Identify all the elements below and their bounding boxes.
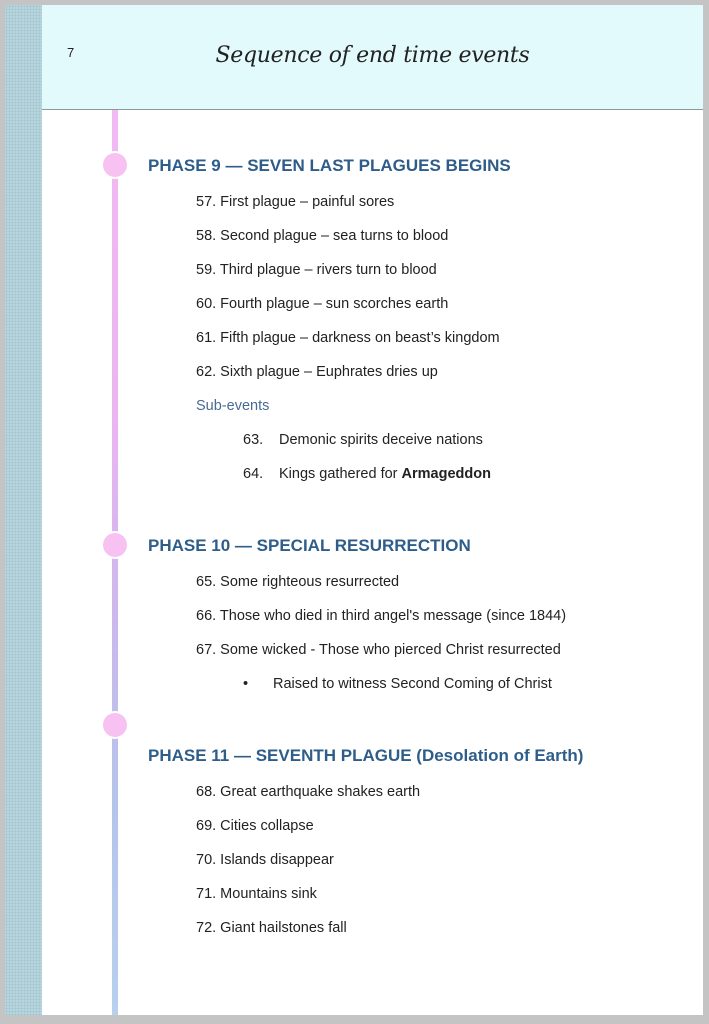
sub-item-number: 63. — [243, 432, 264, 448]
sub-item-number: 64. — [243, 466, 264, 482]
list-item: 70. Islands disappear — [196, 852, 334, 868]
list-item: 57. First plague – painful sores — [196, 194, 395, 210]
list-item: 60. Fourth plague – sun scorches earth — [196, 296, 449, 312]
list-item: 61. Fifth plague – darkness on beast’s kingdom — [196, 330, 500, 346]
page-title: Sequence of end time events — [215, 43, 530, 68]
sub-item-text: Demonic spirits deceive nations — [279, 432, 483, 448]
sub-events-label: Sub-events — [196, 398, 270, 414]
list-item: 59. Third plague – rivers turn to blood — [196, 262, 437, 278]
decorative-side-strip — [5, 5, 42, 1015]
list-item: 71. Mountains sink — [196, 886, 317, 902]
timeline-line — [112, 110, 118, 1015]
timeline-node-phase-10 — [103, 533, 127, 557]
timeline-node-phase-11 — [103, 713, 127, 737]
phase-heading: PHASE 9 — SEVEN LAST PLAGUES BEGINS — [148, 156, 511, 175]
bullet-text: Raised to witness Second Coming of Christ — [273, 676, 552, 692]
page-number: 7 — [67, 45, 75, 60]
phase-heading: PHASE 11 — SEVENTH PLAGUE (Desolation of Earth) — [148, 746, 584, 765]
sub-list-item — [243, 432, 483, 448]
sub-item-text: Kings gathered for — [279, 466, 402, 482]
list-item: 66. Those who died in third angel's message (since 1844) — [196, 608, 567, 624]
list-item: 65. Some righteous resurrected — [196, 574, 400, 590]
list-item: 67. Some wicked - Those who pierced Christ resurrected — [196, 642, 561, 658]
list-item: 72. Giant hailstones fall — [196, 920, 347, 936]
phase-heading: PHASE 10 — SPECIAL RESURRECTION — [148, 536, 471, 555]
list-item: 62. Sixth plague – Euphrates dries up — [196, 364, 438, 380]
bullet-icon: • — [243, 676, 249, 692]
sub-item-bold-text: Armageddon — [401, 466, 491, 482]
list-item: 58. Second plague – sea turns to blood — [196, 228, 449, 244]
document-page — [5, 5, 703, 1015]
bullet-item — [243, 676, 552, 692]
list-item: 68. Great earthquake shakes earth — [196, 784, 421, 800]
list-item: 69. Cities collapse — [196, 818, 314, 834]
sub-list-item — [243, 466, 491, 482]
timeline-node-phase-9 — [103, 153, 127, 177]
